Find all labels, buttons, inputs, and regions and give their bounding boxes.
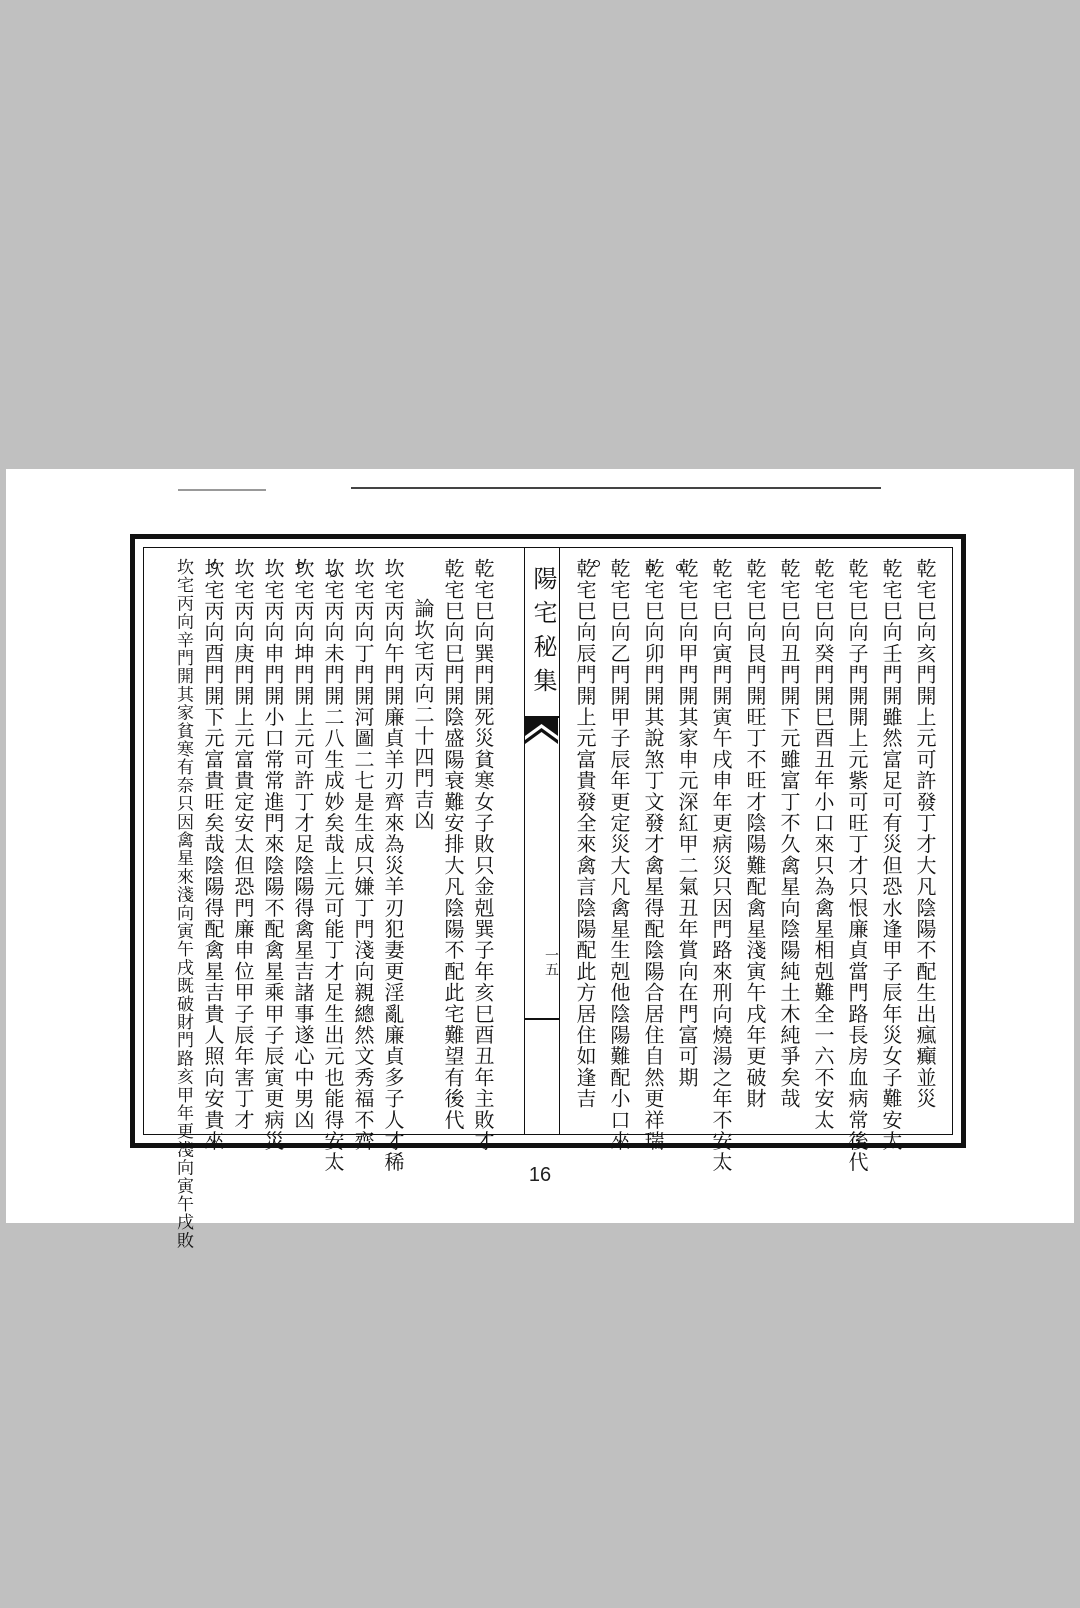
leaf-number: 一五 (543, 948, 559, 976)
right-line-11: 乾宅巳向辰門開上元富貴發全來禽言陰陽配此方居住如逢吉 (573, 558, 597, 1110)
right-line-8: 乾宅巳向甲門開其家申元深紅甲二氣丑年賞向在門富可期 (675, 558, 699, 1088)
band-rule (525, 1018, 559, 1020)
left-line-5: 坎宅丙向丁門開河圖二七是生成只嫌丁門淺向親總然文秀福不齊 (351, 558, 375, 1152)
right-line-6: 乾宅巳向艮門開旺丁不旺才陰陽難配禽星淺寅午戌年更破財 (743, 558, 767, 1110)
left-line-6: 坎宅丙向未門開二八生成妙矣哉上元可能丁才足生出元也能得安太 (321, 558, 345, 1173)
right-line-9: 乾宅巳向卯門開其說煞丁文發才禽星得配陰陽合居住自然更祥瑞 (641, 558, 665, 1152)
right-line-5: 乾宅巳向丑門開下元雖富丁不久禽星向陰陽純土木純爭矣哉 (777, 558, 801, 1110)
left-line-9: 坎宅丙向庚門開上元富貴定安太但恐門廉申位甲子辰年害丁才 (231, 558, 255, 1131)
book-title: 陽宅秘集 (529, 566, 557, 702)
right-line-10: 乾宅巳向乙門開甲子辰年更定災大凡禽星生剋他陰陽難配小口來 (607, 558, 631, 1152)
punctuation-circle (648, 564, 655, 571)
right-line-2: 乾宅巳向壬門開雖然富足可有災但恐水逢甲子辰年災女子難安太 (879, 558, 903, 1152)
right-line-4: 乾宅巳向癸門開巳酉丑年小口來只為禽星相剋難全一六不安太 (811, 558, 835, 1131)
top-rule-long (351, 487, 881, 489)
scanned-page (6, 469, 1074, 1250)
fishtail-mark-icon (525, 718, 558, 746)
left-line-7: 坎宅丙向坤門開上元可許丁才足陰陽得禽星吉諸事遂心中男凶 (291, 558, 315, 1131)
punctuation-circle (593, 560, 600, 567)
right-line-3: 乾宅巳向子門開開上元紫可旺丁才只恨廉貞當門路長房血病常後代 (845, 558, 869, 1173)
left-line-4: 坎宅丙向午門開廉貞羊刃齊來為災羊刃犯妻更淫亂廉貞多子人才稀 (381, 558, 405, 1173)
left-line-8: 坎宅丙向申門開小口常常進門來陰陽不配禽星乘甲子辰寅更病災 (261, 558, 285, 1152)
punctuation-circle (297, 562, 304, 569)
punctuation-circle (330, 570, 337, 577)
punctuation-circle (676, 564, 683, 571)
top-rule-short (178, 489, 266, 491)
left-line-11: 坎宅丙向辛門開其家貧寒有奈只因禽星來淺向寅午戌既破財門路亥甲年更淺向寅午戌敗 (173, 558, 193, 1250)
left-line-2: 乾宅巳向巳門開陰盛陽衰難安排大凡陰陽不配此宅難望有後代 (441, 558, 465, 1131)
right-line-7: 乾宅巳向寅門開寅午戌申年更病災只因門路來刑向燒湯之年不安太 (709, 558, 733, 1173)
punctuation-circle (211, 562, 218, 569)
left-line-10: 坎宅丙向酉門開下元富貴旺矣哉陰陽得配禽星吉貴人照向安貴來 (201, 558, 225, 1152)
center-band (524, 548, 560, 1134)
section-heading: 論坎宅丙向二十四門吉凶 (411, 598, 435, 832)
left-line-1: 乾宅巳向巽門開死災貧寒女子敗只金剋巽子年亥巳酉丑年主敗才 (471, 558, 495, 1152)
right-line-1: 乾宅巳向亥門開上元可許發丁才大凡陰陽不配生出瘋癲並災 (913, 558, 937, 1110)
page-number: 16 (528, 1164, 552, 1186)
